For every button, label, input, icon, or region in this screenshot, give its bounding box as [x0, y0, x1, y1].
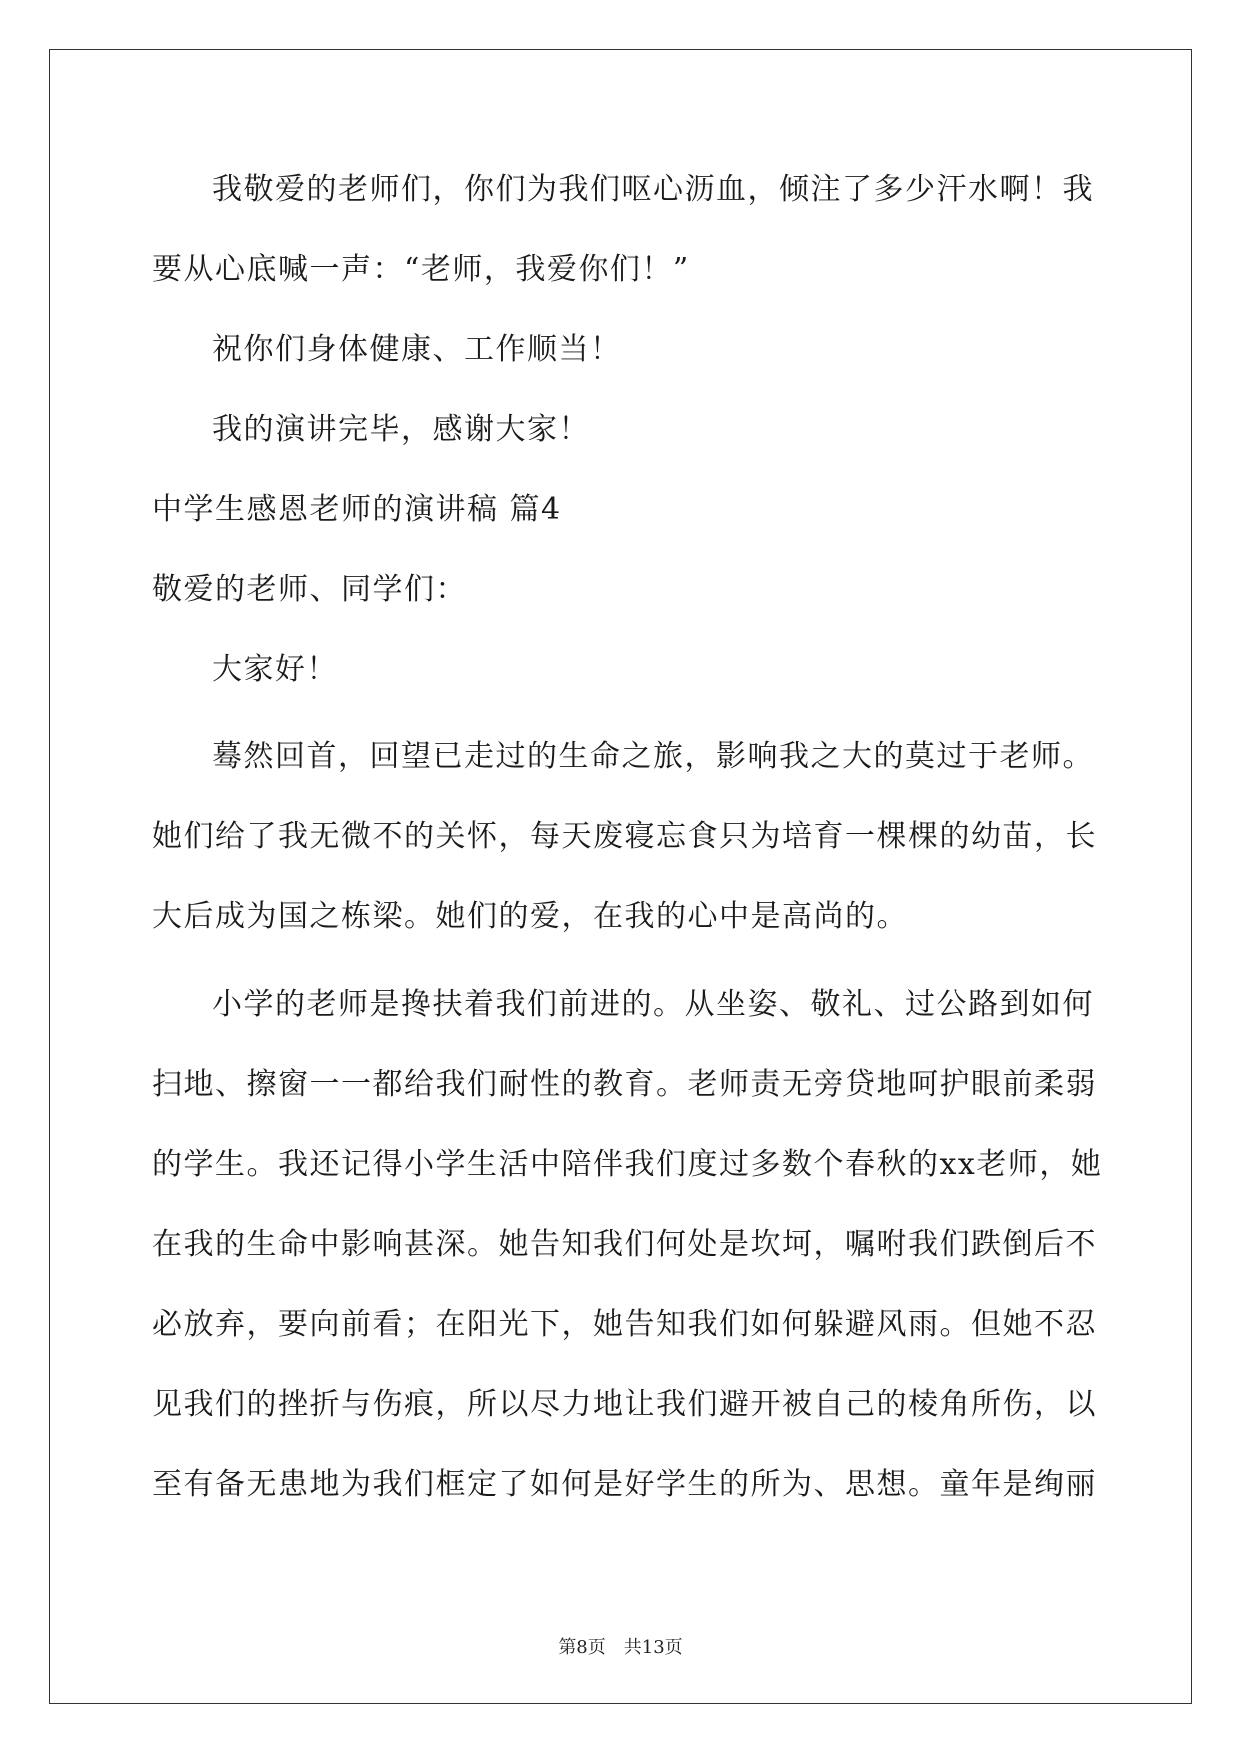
paragraph-line: 在我的生命中影响甚深。她告知我们何处是坎坷，嘱咐我们跌倒后不 [152, 1227, 1097, 1262]
paragraph-line: 扫地、擦窗一一都给我们耐性的教育。老师责无旁贷地呵护眼前柔弱 [152, 1067, 1097, 1102]
paragraph-line: 大后成为国之栋梁。她们的爱，在我的心中是高尚的。 [152, 899, 908, 934]
paragraph-line: 她们给了我无微不的关怀，每天废寝忘食只为培育一棵棵的幼苗，长 [152, 819, 1097, 854]
salutation: 敬爱的老师、同学们： [152, 572, 467, 607]
section-heading: 中学生感恩老师的演讲稿 篇4 [152, 492, 562, 527]
page-number-total: 共13页 [623, 1637, 683, 1658]
paragraph-line: 见我们的挫折与伤痕，所以尽力地让我们避开被自己的棱角所伤，以 [152, 1387, 1097, 1422]
paragraph-line: 祝你们身体健康、工作顺当！ [212, 332, 622, 367]
paragraph-line: 我敬爱的老师们，你们为我们呕心沥血，倾注了多少汗水啊！我 [212, 172, 1094, 207]
page-footer [0, 1636, 1241, 1660]
paragraph-line: 要从心底喊一声：“老师，我爱你们！” [152, 252, 690, 287]
paragraph-line: 蓦然回首，回望已走过的生命之旅，影响我之大的莫过于老师。 [212, 739, 1094, 774]
page-border [49, 49, 1192, 1704]
paragraph-line: 至有备无患地为我们框定了如何是好学生的所为、思想。童年是绚丽 [152, 1467, 1097, 1502]
paragraph-line: 的学生。我还记得小学生活中陪伴我们度过多数个春秋的xx老师，她 [152, 1147, 1103, 1182]
greeting: 大家好！ [212, 652, 338, 687]
paragraph-line: 小学的老师是搀扶着我们前进的。从坐姿、敬礼、过公路到如何 [212, 987, 1094, 1022]
paragraph-line: 必放弃，要向前看；在阳光下，她告知我们如何躲避风雨。但她不忍 [152, 1307, 1097, 1342]
paragraph-line: 我的演讲完毕，感谢大家！ [212, 412, 590, 447]
page-number-current: 第8页 [558, 1637, 606, 1658]
